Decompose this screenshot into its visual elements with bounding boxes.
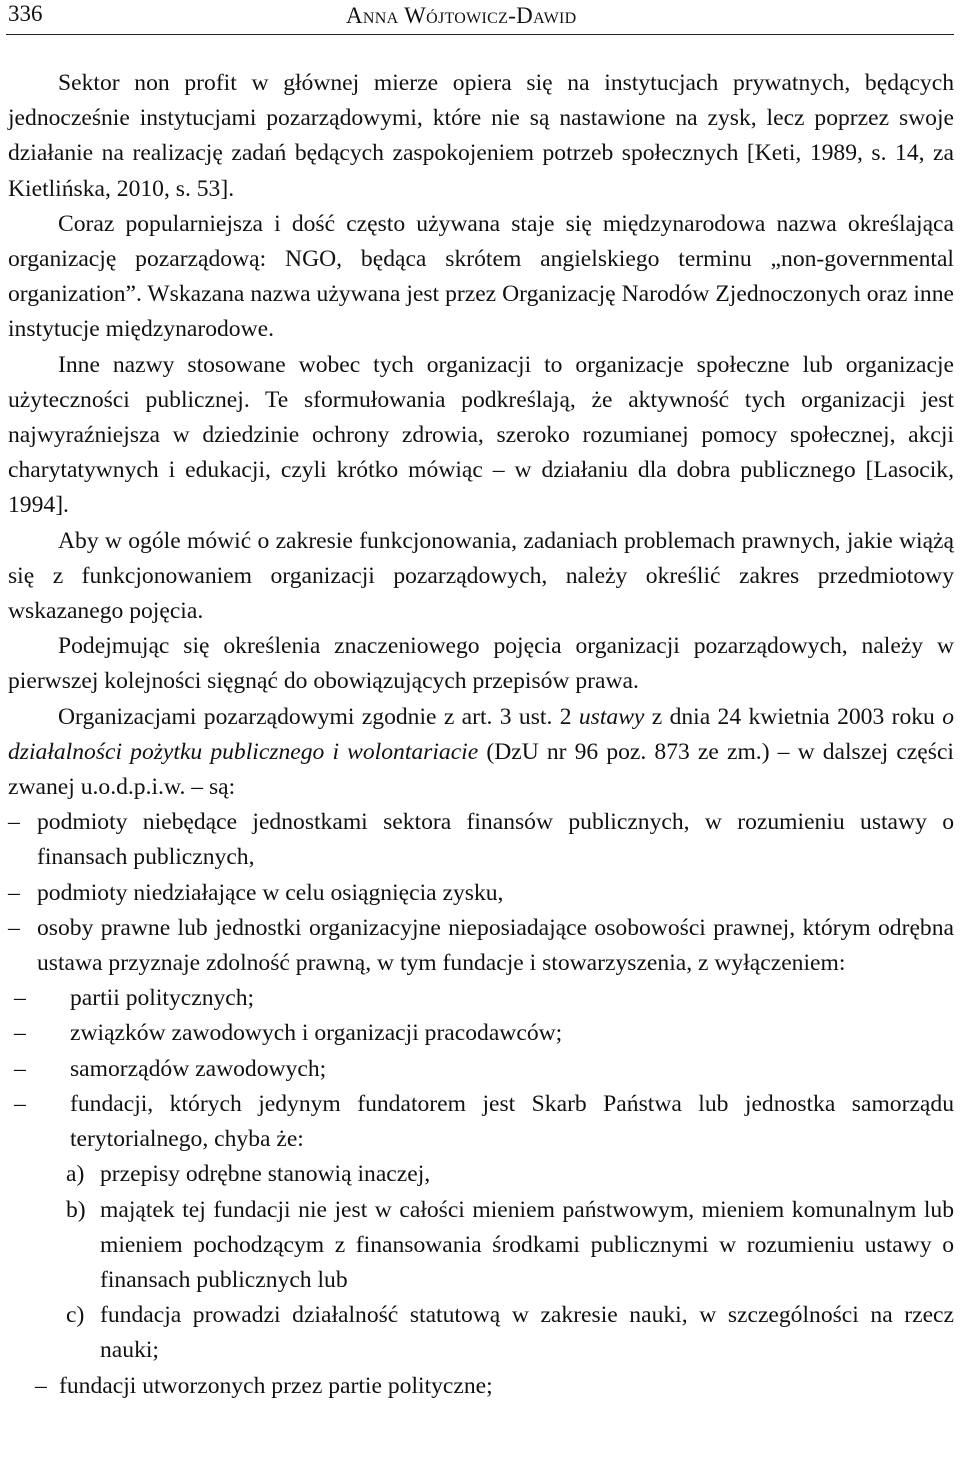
list-item-text: fundacji utworzonych przez partie polityczne; [59,1372,493,1399]
text-run: (DzU nr 96 poz. 873 ze zm.) – w dalszej części zwanej u.o.d.p.i.w. – są: [8,738,954,801]
list-item-text: fundacji, których jedynym fundatorem jest Skarb Państwa lub jednostka samorządu terytorialnego, chyba że: [70,1090,954,1153]
list-item-text: związków zawodowych i organizacji pracodawców; [70,1020,563,1047]
letter-marker: b) [66,1196,86,1223]
dash-marker: – [14,985,26,1012]
list-item-text: podmioty niebędące jednostkami sektora finansów publicznych, w rozumieniu ustawy o finansach publicznych, [37,809,954,871]
list-item-text: majątek tej fundacji nie jest w całości mieniem państwowym, mieniem komunalnym lub mieniem pochodzącym z finansowania środkami publicznymi w rozumieniu ustawy o finansach publicznych lub [100,1196,954,1293]
italic-act-title: o działalności pożytku publicznego i wolontariacie [8,703,954,765]
paragraph: Inne nazwy stosowane wobec tych organizacji to organizacje społeczne lub organizacje użyteczności publicznej. Te sformułowania podkreślają, że aktywność tych organizacji jest najwyraźniejsza w dziedzinie ochrony zdrowia, szeroko rozumianej pomocy społecznej, akcji charytatywnych i edukacji, czyli krótko mówiąc – w działaniu dla dobra publicznego [Lasocik, 1994]. [8,351,954,519]
dash-marker: – [14,1055,26,1082]
sub-list-item [8,1087,954,1157]
list-item-text: osoby prawne lub jednostki organizacyjne nieposiadające osobowości prawnej, którym odrębna ustawa przyznaje zdolność prawną, w tym fundacje i stowarzyszenia, z wyłączeniem: [37,914,954,977]
list-item-text: przepisy odrębne stanowią inaczej, [100,1161,431,1188]
dash-marker: – [8,879,20,906]
dash-marker: – [35,1372,47,1399]
list-item [8,911,954,981]
page-body [8,66,954,1404]
list-item [8,876,954,911]
dash-marker: – [8,809,20,836]
lettered-item [8,1157,954,1192]
paragraph: Podejmując się określenia znaczeniowego pojęcia organizacji pozarządowych, należy w pierwszej kolejności sięgnąć do obowiązujących przepisów prawa. [8,633,954,695]
dash-marker: – [14,1090,26,1117]
paragraph: Aby w ogóle mówić o zakresie funkcjonowania, zadaniach problemach prawnych, jakie wiążą się z funkcjonowaniem organizacji pozarządowych, należy określić zakres przedmiotowy wskazanego pojęcia. [8,527,954,625]
dash-marker: – [8,914,20,941]
list-item-text: samorządów zawodowych; [70,1055,327,1082]
text-run: z dnia 24 kwietnia 2003 roku [644,703,943,730]
page-header [6,0,954,35]
lettered-item [8,1298,954,1368]
list-item-text: fundacja prowadzi działalność statutową w zakresie nauki, w szczególności na rzecz nauki; [100,1302,954,1364]
page-number: 336 [8,1,43,26]
list-item-text: podmioty niedziałające w celu osiągnięcia zysku, [37,879,504,906]
italic-term: ustawy [578,703,645,730]
text-run: Organizacjami pozarządowymi zgodnie z art. 3 ust. 2 [58,703,579,730]
list-item-text: partii politycznych; [70,985,255,1012]
sub-list-item [8,981,954,1016]
lettered-item [8,1193,954,1299]
sub-list-item [8,1052,954,1087]
paragraph: Coraz popularniejsza i dość często używana staje się międzynarodowa nazwa określająca organizację pozarządową: NGO, będąca skrótem angielskiego terminu „non-governmental organization”. Wskazana nazwa używana jest przez Organizację Narodów Zjednoczonych oraz inne instytucje międzynarodowe. [8,210,954,343]
letter-marker: c) [66,1302,85,1329]
paragraph: Sektor non profit w głównej mierze opiera się na instytucjach prywatnych, będących jednocześnie instytucjami pozarządowymi, które nie są nastawione na zysk, lecz poprzez swoje działanie na realizację zadań będących zaspokojeniem potrzeb społecznych [Keti, 1989, s. 14, za Kietlińska, 2010, s. 53]. [8,70,954,202]
dash-marker: – [14,1020,26,1047]
list-item [8,1369,954,1404]
letter-marker: a) [66,1161,85,1188]
list-item [8,805,954,875]
running-head: Anna Wójtowicz-Dawid [346,3,577,28]
paragraph [8,700,954,806]
sub-list-item [8,1016,954,1051]
